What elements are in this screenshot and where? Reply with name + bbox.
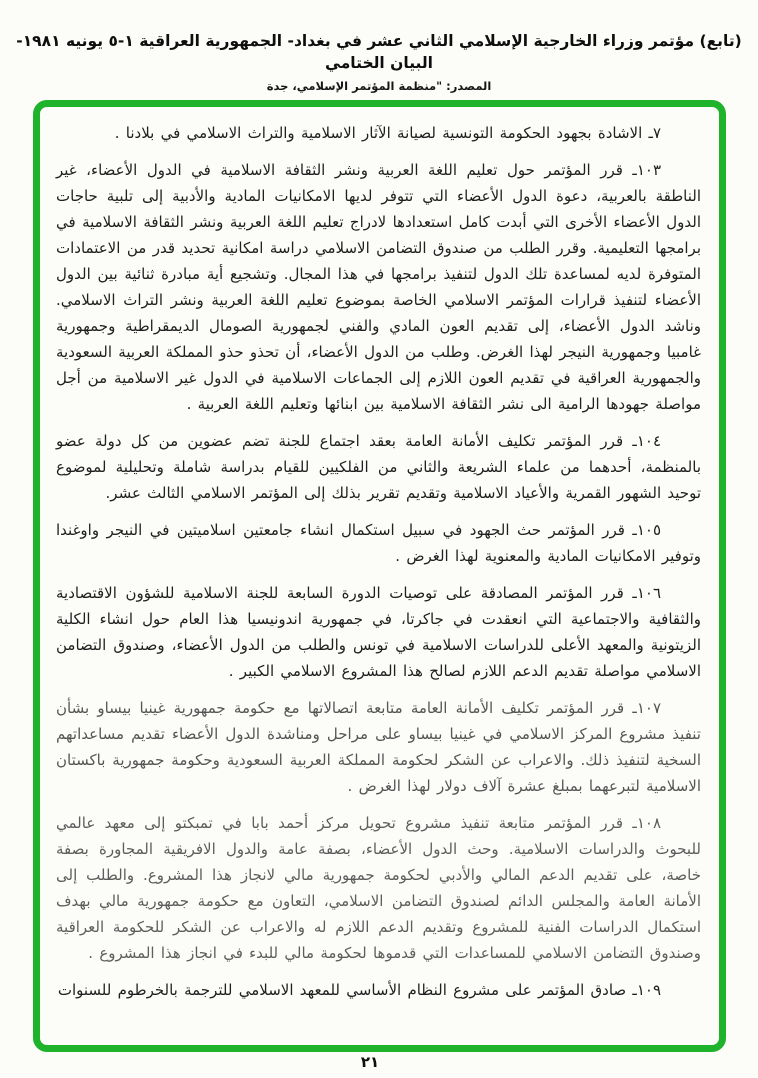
document-header — [0, 30, 758, 93]
green-highlight-frame — [33, 100, 726, 1052]
paragraph-7: ٧ـ الاشادة بجهود الحكومة التونسية لصيانة الآثار الاسلامية والتراث الاسلامي في بلادنا . — [114, 124, 661, 142]
paragraph-106: ١٠٦ـ قرر المؤتمر المصادقة على توصيات الدورة السابعة للجنة الاسلامية للشؤون الاقتصادية والثقافية والاجتماعية التي انعقدت في جاكرتا، في جمهورية اندونيسيا هذا العام حول انشاء الكلية الزيتونية والمعهد الأعلى للدراسات الاسلامية في تونس والطلب من الدول الأعضاء، وصندوق التضامن الاسلامي مواصلة تقديم الدعم اللازم لصالح هذا المشروع الاسلامي الكبير . — [56, 584, 701, 680]
document-title: (تابع) مؤتمر وزراء الخارجية الإسلامي الثاني عشر في بغداد- الجمهورية العراقية ١-٥ يونيه ١٩٨١- البيان الختامي — [16, 32, 742, 72]
page-number: ٢١ — [360, 1053, 380, 1071]
paragraph-108: ١٠٨ـ قرر المؤتمر متابعة تنفيذ مشروع تحويل مركز أحمد بابا في تمبكتو إلى معهد عالمي للبحوث والدراسات الاسلامية. وحث الدول الأعضاء، بصفة عامة والدول الافريقية المجاورة بصفة خاصة، على تقديم الدعم المالي والأدبي لحكومة جمهورية مالي لانجاز هذا المشروع. والطلب إلى الأمانة العامة والمجلس الدائم لصندوق التضامن الاسلامي، التعاون مع حكومة جمهورية مالي بهدف استكمال الدراسات الفنية للمشروع وتقديم الدعم اللازم له والاعراب عن الشكر للحكومة العراقية وصندوق التضامن الاسلامي للمساعدات التي قدموها لحكومة مالي للبدء في انجاز هذا المشروع . — [56, 814, 701, 962]
paragraph-107: ١٠٧ـ قرر المؤتمر تكليف الأمانة العامة متابعة اتصالاتها مع حكومة جمهورية غينيا بيساو بشأن تنفيذ مشروع المركز الاسلامي في غينيا بيساو على مراحل ومناشدة الدول الأعضاء تقديم مساعداتهم السخية لتنفيذ ذلك. والاعراب عن الشكر لحكومة المملكة العربية السعودية وحكومة جمهورية باكستان الاسلامية لتبرعهما بمبلغ عشرة آلاف دولار لهذا الغرض . — [56, 699, 701, 795]
document-source: المصدر: "منظمة المؤتمر الإسلامي، جدة — [266, 79, 492, 93]
paragraph-105: ١٠٥ـ قرر المؤتمر حث الجهود في سبيل استكمال انشاء جامعتين اسلاميتين في النيجر واوغندا وتوفير الامكانيات المادية والمعنوية لهذا الغرض . — [56, 521, 701, 565]
paragraph-103: ١٠٣ـ قرر المؤتمر حول تعليم اللغة العربية ونشر الثقافة الاسلامية في الدول الأعضاء، غير الناطقة بالعربية، دعوة الدول الأعضاء التي تتوفر لديها الامكانيات المادية والأدبية إلى تلبية حاجات الدول الأعضاء الأخرى التي أبدت كامل استعدادها لادراج تعليم اللغة العربية ونشر الثقافة الاسلامية في برامجها التعليمية. وقرر الطلب من صندوق التضامن الاسلامي دراسة امكانية تحديد قدر من الاعتمادات المتوفرة لديه لمساعدة تلك الدول لتنفيذ برامجها في هذا المجال. وتشجيع أية مبادرة ثنائية بين الدول الأعضاء لتنفيذ قرارات المؤتمر الاسلامي الخاصة بموضوع تعليم اللغة العربية ونشر التراث الاسلامي. وناشد الدول الأعضاء، إلى تقديم العون المادي والفني لجمهورية الصومال الديمقراطية وجمهورية غامبيا وجمهورية النيجر لهذا الغرض. وطلب من الدول الأعضاء، أن تحذو حذو المملكة العربية السعودية والجمهورية العراقية في تقديم العون اللازم إلى الجماعات الاسلامية في الدول غير الاسلامية من أجل مواصلة جهودها الرامية الى نشر الثقافة الاسلامية بين ابنائها وتعليم اللغة العربية . — [56, 161, 701, 413]
paragraph-104: ١٠٤ـ قرر المؤتمر تكليف الأمانة العامة بعقد اجتماع للجنة تضم عضوين من كل دولة عضو بالمنظمة، أحدهما من علماء الشريعة والثاني من الفلكيين للقيام بدراسة شاملة وتحليلية لموضوع توحيد الشهور القمرية والأعياد الاسلامية وتقديم تقرير بذلك إلى المؤتمر الاسلامي الثالث عشر. — [56, 432, 701, 502]
paragraph-109: ١٠٩ـ صادق المؤتمر على مشروع النظام الأساسي للمعهد الاسلامي للترجمة بالخرطوم للسنوات — [57, 981, 661, 999]
